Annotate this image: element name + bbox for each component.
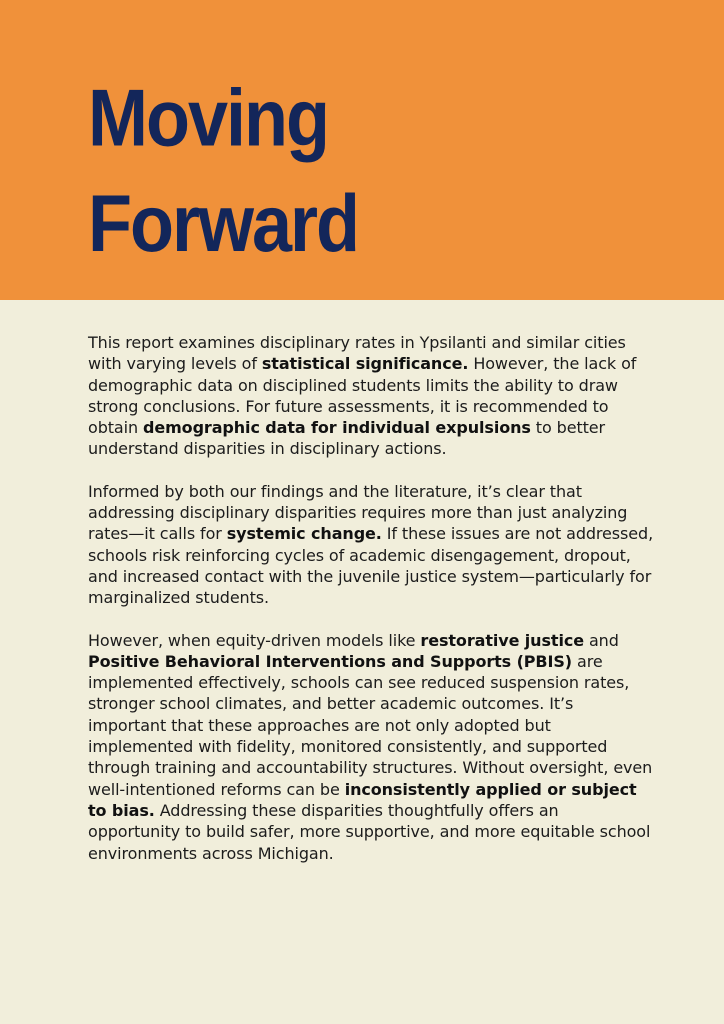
text-run: Informed by both our findings and the literature, it’s clear that addressing disciplinary disparities requires more than just analyzing rates—it calls for xyxy=(88,481,628,544)
text-run: This report examines disciplinary rates in Ypsilanti and similar cities with varying levels of xyxy=(88,333,626,374)
emphasis-run: systemic change. xyxy=(226,524,382,544)
page-title xyxy=(88,66,358,277)
title-line-2: Forward xyxy=(88,179,359,269)
header-banner xyxy=(0,0,724,300)
text-run: If these issues are not addressed, schools risk reinforcing cycles of academic disengagement, dropout, and increased contact with the juvenile justice system—particularly for marginalized students. xyxy=(88,524,654,608)
emphasis-run: inconsistently applied or subject to bias. xyxy=(88,779,637,820)
text-run: are implemented effectively, schools can see reduced suspension rates, stronger school climates, and better academic outcomes. It’s important that these approaches are not only adopted but implemented with fidelity, monitored consistently, and supported through training and accountability structures. Without oversight, even well-intentioned reforms can be xyxy=(88,651,653,799)
title-line-1: Moving xyxy=(88,73,328,164)
text-run: to better understand disparities in disciplinary actions. xyxy=(88,418,606,459)
paragraph-3 xyxy=(88,630,654,864)
paragraph-2 xyxy=(88,481,654,609)
emphasis-run: Positive Behavioral Interventions and Supports (PBIS) xyxy=(88,651,572,671)
text-run: Addressing these disparities thoughtfully offers an opportunity to build safer, more supportive, and more equitable school environments across Michigan. xyxy=(88,800,651,863)
text-run: However, when equity-driven models like xyxy=(88,630,421,650)
emphasis-run: restorative justice xyxy=(420,630,584,650)
body-text xyxy=(88,332,654,885)
emphasis-run: demographic data for individual expulsions xyxy=(143,418,531,438)
text-run: However, the lack of demographic data on disciplined students limits the ability to draw strong conclusions. For future assessments, it is recommended to obtain xyxy=(88,354,637,438)
text-run: and xyxy=(583,630,619,650)
paragraph-1 xyxy=(88,332,654,460)
emphasis-run: statistical significance. xyxy=(261,354,469,374)
